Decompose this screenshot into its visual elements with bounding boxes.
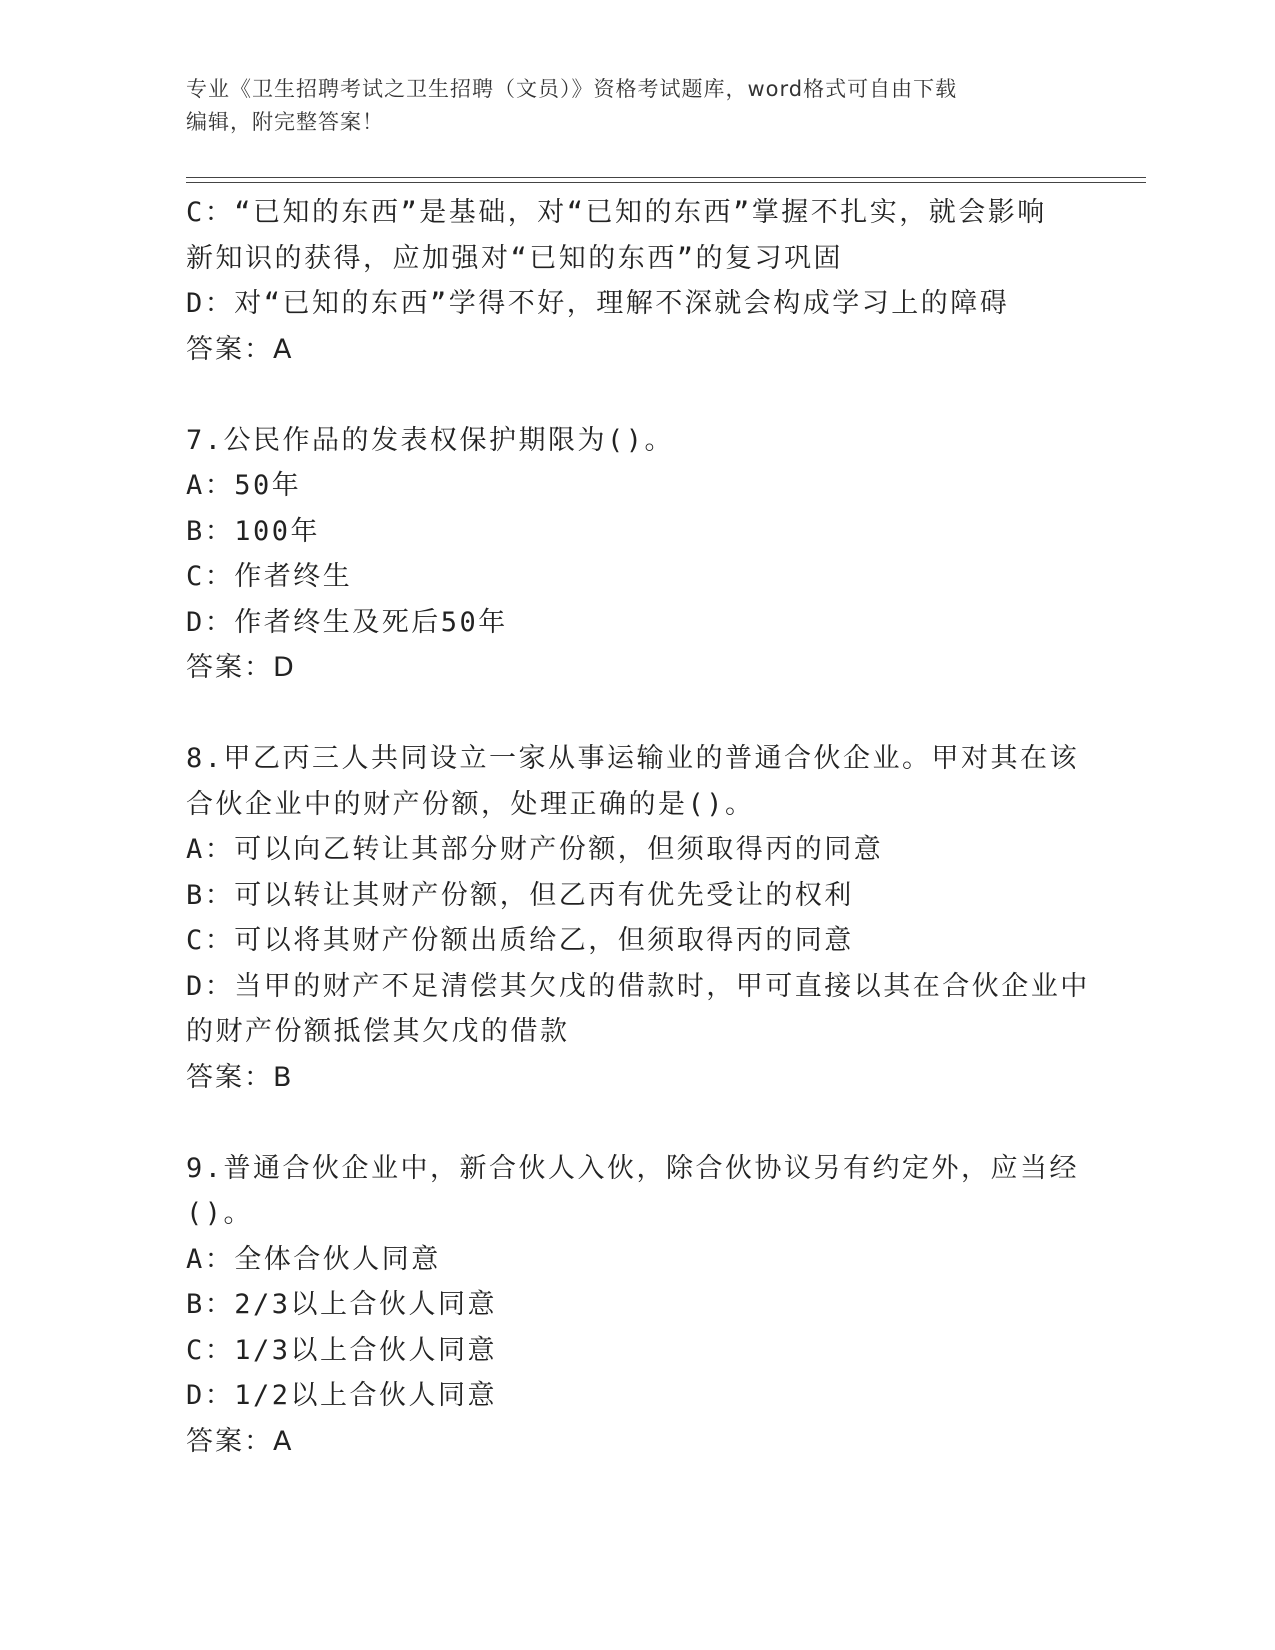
question-6-continued (186, 190, 1086, 372)
option-c: C：1/3以上合伙人同意 (186, 1334, 498, 1366)
answer: 答案：A (186, 333, 294, 365)
option-c-line-2: 新知识的获得，应加强对“已知的东西”的复习巩固 (186, 242, 844, 274)
header-divider-top (186, 177, 1146, 178)
option-b: B：2/3以上合伙人同意 (186, 1289, 498, 1320)
option-d: D：对“已知的东西”学得不好，理解不深就会构成学习上的障碍 (186, 288, 1010, 319)
spacer (186, 691, 1086, 737)
question-7 (186, 418, 1086, 691)
option-a: A：可以向乙转让其部分财产份额，但须取得丙的同意 (186, 834, 884, 865)
question-stem-line-1: 9.普通合伙企业中，新合伙人入伙，除合伙协议另有约定外，应当经 (186, 1152, 1080, 1184)
header-line-1: 专业《卫生招聘考试之卫生招聘（文员）》资格考试题库，word格式可自由下载 (186, 77, 958, 101)
question-8 (186, 736, 1090, 1100)
question-stem: 7.公民作品的发表权保护期限为()。 (186, 424, 675, 456)
option-c: C：作者终生 (186, 561, 353, 592)
spacer (186, 372, 1086, 418)
question-stem-line-2: 合伙企业中的财产份额，处理正确的是()。 (186, 788, 755, 820)
option-d: D：1/2以上合伙人同意 (186, 1380, 498, 1411)
question-list (186, 190, 1090, 1464)
option-c: C：可以将其财产份额出质给乙，但须取得丙的同意 (186, 925, 854, 956)
option-c-line-1: C：“已知的东西”是基础，对“已知的东西”掌握不扎实，就会影响 (186, 197, 1047, 228)
document-header (186, 73, 1066, 139)
option-b: B：可以转让其财产份额，但乙丙有优先受让的权利 (186, 879, 854, 911)
answer: 答案：B (186, 1061, 294, 1093)
header-line-2: 编辑，附完整答案！ (186, 110, 384, 134)
question-stem-line-1: 8.甲乙丙三人共同设立一家从事运输业的普通合伙企业。甲对其在该 (186, 743, 1080, 774)
option-a: A：全体合伙人同意 (186, 1243, 441, 1275)
question-9 (186, 1146, 1086, 1465)
option-d-line-2: 的财产份额抵偿其欠戊的借款 (186, 1016, 570, 1047)
option-a: A：50年 (186, 470, 302, 501)
question-stem-line-2: ()。 (186, 1198, 254, 1229)
option-d: D：作者终生及死后50年 (186, 606, 508, 638)
option-d-line-1: D：当甲的财产不足清偿其欠戊的借款时，甲可直接以其在合伙企业中 (186, 970, 1090, 1002)
answer: 答案：D (186, 652, 296, 683)
spacer (186, 1100, 1086, 1146)
answer: 答案：A (186, 1425, 294, 1457)
option-b: B：100年 (186, 515, 321, 547)
header-divider-bottom (186, 182, 1146, 183)
